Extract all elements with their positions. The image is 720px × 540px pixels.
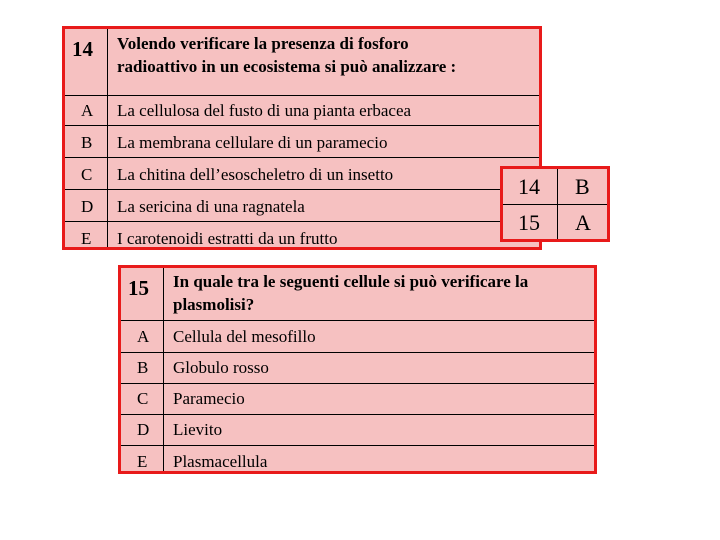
option-text-d: La sericina di una ragnatela (117, 197, 305, 216)
option-letter-b: B (81, 133, 93, 152)
question-text-line1: Volendo verificare la presenza di fosforo (117, 34, 409, 53)
option-letter-d: D (137, 420, 150, 439)
option-letter-d: D (81, 197, 94, 216)
question-14-panel (62, 26, 542, 250)
question-15-panel (118, 265, 597, 474)
answers-row-separator (503, 204, 607, 205)
option-text-a: La cellulosa del fusto di una pianta erbacea (117, 101, 412, 120)
option-text-e: I carotenoidi estratti da un frutto (117, 229, 338, 248)
question-text-line1: In quale tra le seguenti cellule si può verificare la (173, 272, 529, 291)
option-letter-a: A (137, 327, 150, 346)
option-letter-c: C (81, 165, 93, 184)
option-letter-b: B (137, 358, 149, 377)
row-separator (121, 383, 594, 384)
question-text-line2: radioattivo in un ecosistema si può analizzare : (117, 57, 457, 76)
option-letter-e: E (81, 229, 92, 248)
row-separator (121, 352, 594, 353)
option-text-c: Paramecio (173, 389, 245, 408)
row-separator (65, 95, 539, 96)
row-separator (65, 221, 503, 222)
option-letter-a: A (81, 101, 94, 120)
option-text-c: La chitina dell’esoscheletro di un insetto (117, 165, 394, 184)
option-text-d: Lievito (173, 420, 223, 439)
column-separator (107, 29, 108, 247)
question-number: 14 (72, 37, 93, 61)
question-number: 15 (128, 276, 149, 300)
row-separator (65, 189, 503, 190)
answer-question-number: 15 (518, 210, 540, 235)
row-separator (121, 414, 594, 415)
row-separator (121, 445, 594, 446)
option-text-a: Cellula del mesofillo (173, 327, 316, 346)
option-text-e: Plasmacellula (173, 452, 268, 471)
option-letter-c: C (137, 389, 149, 408)
column-separator (163, 268, 164, 471)
row-separator (121, 320, 594, 321)
answer-question-number: 14 (518, 174, 540, 199)
answer-letter: B (575, 174, 590, 199)
option-text-b: Globulo rosso (173, 358, 269, 377)
question-text-line2: plasmolisi? (173, 295, 255, 314)
answer-letter: A (575, 210, 591, 235)
row-separator (65, 125, 539, 126)
row-separator (65, 157, 539, 158)
option-letter-e: E (137, 452, 148, 471)
answers-box (500, 166, 610, 242)
option-text-b: La membrana cellulare di un paramecio (117, 133, 388, 152)
